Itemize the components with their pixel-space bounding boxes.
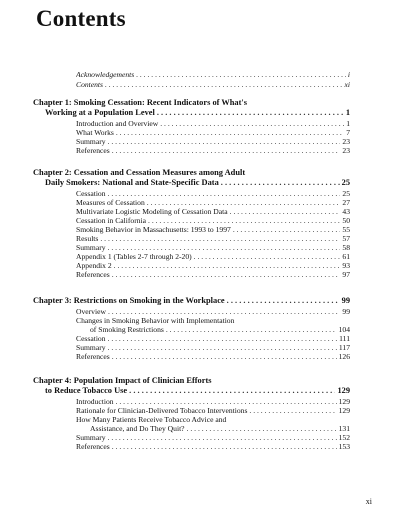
toc-entry-acknowledgements[interactable] (76, 70, 350, 79)
toc-entry[interactable] (76, 406, 350, 415)
toc-entry-page: 97 (342, 270, 350, 279)
toc-entry[interactable] (76, 225, 350, 234)
toc-entry-label: Changes in Smoking Behavior with Implementation (76, 316, 235, 325)
toc-entry-page: 23 (342, 137, 350, 146)
toc-entry-page: 99 (341, 296, 350, 305)
toc-entry-page: 111 (339, 334, 350, 343)
toc-entry[interactable] (76, 216, 350, 225)
toc-entry[interactable] (76, 261, 350, 270)
toc-entry-page: xi (344, 80, 350, 89)
chapter-1-heading-line2[interactable] (45, 108, 350, 118)
dot-leader (108, 243, 341, 252)
toc-entry-label: What Works (76, 128, 114, 137)
chapter-3-heading[interactable] (33, 296, 350, 306)
toc-entry-continuation[interactable] (90, 325, 350, 334)
toc-entry-label: Introduction (76, 397, 114, 406)
dot-leader (160, 119, 344, 128)
toc-entry-page: 131 (338, 424, 350, 433)
toc-entry-label: References (76, 352, 110, 361)
toc-entry[interactable] (76, 433, 350, 442)
toc-entry-label: Cessation in California (76, 216, 147, 225)
dot-leader (108, 137, 341, 146)
toc-entry-label: References (76, 270, 110, 279)
chapter-1-heading[interactable]: Chapter 1: Smoking Cessation: Recent Indicators of What's (33, 98, 247, 107)
dot-leader (129, 386, 335, 396)
toc-entry-label: Smoking Behavior in Massachusetts: 1993 to 1997 (76, 225, 231, 234)
dot-leader (108, 433, 337, 442)
dot-leader (108, 307, 340, 316)
dot-leader (221, 178, 340, 188)
toc-entry[interactable] (76, 243, 350, 252)
toc-entry-page: 27 (342, 198, 350, 207)
dot-leader (112, 146, 341, 155)
toc-entry-page: 126 (338, 352, 350, 361)
toc-entry-label: Cessation (76, 334, 106, 343)
toc-entry-page: 153 (338, 442, 350, 451)
dot-leader (100, 234, 340, 243)
dot-leader (108, 189, 341, 198)
dot-leader (112, 442, 337, 451)
toc-entry-label: Acknowledgements (76, 70, 135, 79)
toc-entry-label: of Smoking Restrictions (90, 325, 164, 334)
dot-leader (116, 128, 344, 137)
dot-leader (233, 225, 341, 234)
toc-entry[interactable] (76, 146, 350, 155)
toc-entry-label: References (76, 442, 110, 451)
toc-entry[interactable] (76, 343, 350, 352)
toc-entry-page: 23 (342, 146, 350, 155)
dot-leader (147, 198, 341, 207)
toc-entry-page: 58 (342, 243, 350, 252)
toc-entry-page: 117 (338, 343, 350, 352)
dot-leader (112, 352, 337, 361)
page-title: Contents (36, 6, 126, 31)
dot-leader (108, 343, 337, 352)
toc-entry[interactable] (76, 234, 350, 243)
chapter-2-heading[interactable]: Chapter 2: Cessation and Cessation Measures among Adult (33, 168, 246, 177)
toc-entry-page: 99 (342, 307, 350, 316)
toc-entry-page: 61 (342, 252, 350, 261)
toc-entry-contents[interactable] (76, 80, 350, 89)
toc-entry-page: 104 (338, 325, 350, 334)
toc-entry[interactable] (76, 137, 350, 146)
toc-entry[interactable] (76, 198, 350, 207)
toc-entry-label: Summary (76, 343, 106, 352)
toc-entry-page: 57 (342, 234, 350, 243)
toc-entry-page: 7 (346, 128, 350, 137)
dot-leader (136, 70, 346, 79)
toc-entry-page: 25 (342, 189, 350, 198)
toc-entry-page: 1 (346, 119, 350, 128)
toc-entry-label: Summary (76, 137, 106, 146)
toc-entry[interactable] (76, 397, 350, 406)
toc-entry-label: Introduction and Overview (76, 119, 159, 128)
dot-leader (230, 207, 341, 216)
toc-entry-page: 129 (338, 406, 350, 415)
dot-leader (116, 397, 337, 406)
dot-leader (108, 334, 338, 343)
toc-entry-page: 129 (338, 397, 350, 406)
toc-entry-label: Summary (76, 433, 106, 442)
page-number: xi (365, 497, 372, 506)
chapter-4-heading[interactable]: Chapter 4: Population Impact of Clinician Efforts (33, 376, 212, 385)
toc-entry-multiline[interactable] (76, 415, 350, 424)
toc-entry[interactable] (76, 270, 350, 279)
toc-entry-page: i (347, 70, 350, 79)
toc-entry-label: Appendix 1 (Tables 2-7 through 2-20) (76, 252, 192, 261)
dot-leader (166, 325, 337, 334)
toc-entry[interactable] (76, 442, 350, 451)
toc-entry-label: References (76, 146, 110, 155)
chapter-4-heading-line2[interactable] (45, 386, 350, 396)
toc-entry-label: Cessation (76, 189, 106, 198)
toc-entry-page: 25 (341, 178, 350, 187)
toc-entry-label: Summary (76, 243, 106, 252)
toc-entry[interactable] (76, 252, 350, 261)
toc-entry-page: 93 (342, 261, 350, 270)
toc-entry-page: 55 (342, 225, 350, 234)
toc-entry-label: Results (76, 234, 99, 243)
chapter-2-heading-line2[interactable] (45, 178, 350, 188)
toc-entry[interactable] (76, 207, 350, 216)
toc-entry-page: 129 (337, 386, 350, 395)
toc-entry[interactable] (76, 334, 350, 343)
toc-entry-label: Chapter 3: Restrictions on Smoking in the Workplace (33, 296, 225, 305)
toc-entry-label: Daily Smokers: National and State-Specific Data (45, 178, 219, 187)
dot-leader (105, 80, 343, 89)
toc-entry[interactable] (76, 119, 350, 128)
toc-entry[interactable] (76, 128, 350, 137)
dot-leader (157, 108, 344, 118)
toc-entry-label: Rationale for Clinician-Delivered Tobacco Interventions (76, 406, 248, 415)
dot-leader (112, 270, 341, 279)
toc-entry-multiline[interactable] (76, 316, 350, 325)
toc-entry-label: Overview (76, 307, 106, 316)
toc-entry-label: Assistance, and Do They Quit? (90, 424, 185, 433)
dot-leader (194, 252, 341, 261)
toc-entry-page: 152 (338, 433, 350, 442)
dot-leader (227, 296, 340, 306)
toc-entry[interactable] (76, 189, 350, 198)
toc-entry-label: How Many Patients Receive Tobacco Advice and (76, 415, 227, 424)
dot-leader (249, 406, 336, 415)
dot-leader (148, 216, 340, 225)
toc-entry-page: 1 (345, 108, 350, 117)
toc-entry-label: Contents (76, 80, 104, 89)
toc-entry-continuation[interactable] (90, 424, 350, 433)
toc-entry[interactable] (76, 307, 350, 316)
toc-entry-label: Measures of Cessation (76, 198, 145, 207)
dot-leader (114, 261, 341, 270)
toc-entry-label: to Reduce Tobacco Use (45, 386, 128, 395)
toc-entry[interactable] (76, 352, 350, 361)
toc-entry-label: Multivariate Logistic Modeling of Cessation Data (76, 207, 228, 216)
toc-entry-label: Working at a Population Level (45, 108, 155, 117)
toc-entry-page: 43 (342, 207, 350, 216)
toc-entry-page: 50 (342, 216, 350, 225)
toc-entry-label: Appendix 2 (76, 261, 112, 270)
dot-leader (187, 424, 337, 433)
